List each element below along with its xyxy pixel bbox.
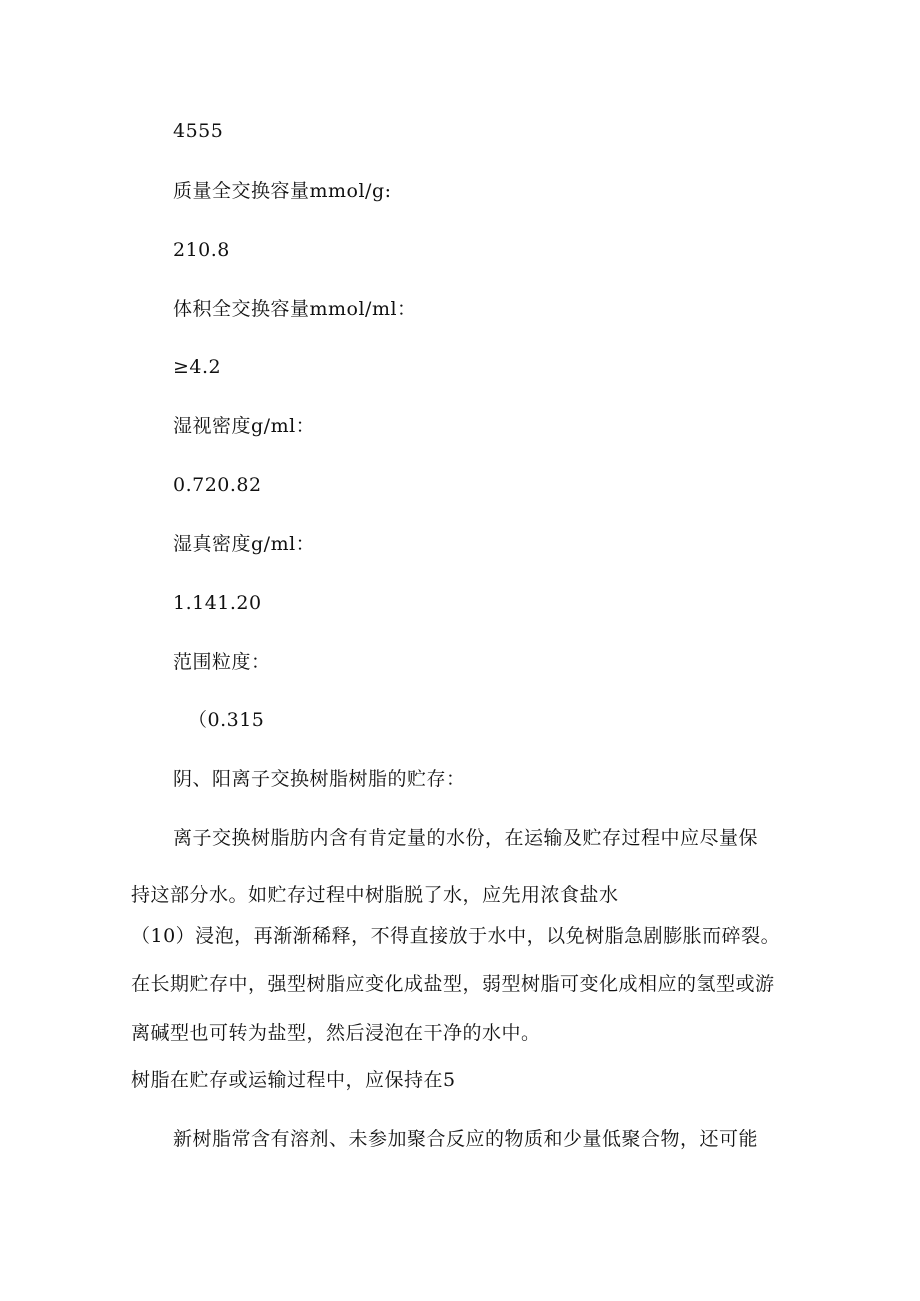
text-line: 4555 bbox=[173, 120, 224, 142]
text-line: 范围粒度： bbox=[173, 651, 271, 673]
text-line: 树脂在贮存或运输过程中，应保持在5 bbox=[131, 1069, 456, 1091]
text-line: 体积全交换容量mmol/ml： bbox=[173, 298, 417, 320]
text-line: 离碱型也可转为盐型，然后浸泡在干净的水中。 bbox=[131, 1022, 541, 1044]
text-line: 阴、阳离子交换树脂树脂的贮存： bbox=[173, 768, 466, 790]
text-line: 质量全交换容量mmol/g: bbox=[173, 180, 392, 202]
text-line: 210.8 bbox=[173, 239, 230, 261]
text-line: 湿视密度g/ml： bbox=[173, 415, 316, 437]
text-line: （10）浸泡，再渐渐稀释，不得直接放于水中，以免树脂急剧膨胀而碎裂。 bbox=[131, 925, 781, 947]
text-line: （0.315 bbox=[188, 709, 265, 731]
text-line: 1.141.20 bbox=[173, 592, 262, 614]
text-line: 湿真密度g/ml： bbox=[173, 533, 316, 555]
text-line: ≥4.2 bbox=[173, 356, 222, 378]
text-line: 新树脂常含有溶剂、未参加聚合反应的物质和少量低聚合物，还可能 bbox=[173, 1128, 759, 1150]
text-line: 在长期贮存中，强型树脂应变化成盐型，弱型树脂可变化成相应的氢型或游 bbox=[131, 973, 775, 995]
text-line: 持这部分水。如贮存过程中树脂脱了水，应先用浓食盐水 bbox=[131, 884, 619, 906]
text-line: 0.720.82 bbox=[173, 474, 262, 496]
text-line: 离子交换树脂肪内含有肯定量的水份，在运输及贮存过程中应尽量保 bbox=[173, 827, 759, 849]
